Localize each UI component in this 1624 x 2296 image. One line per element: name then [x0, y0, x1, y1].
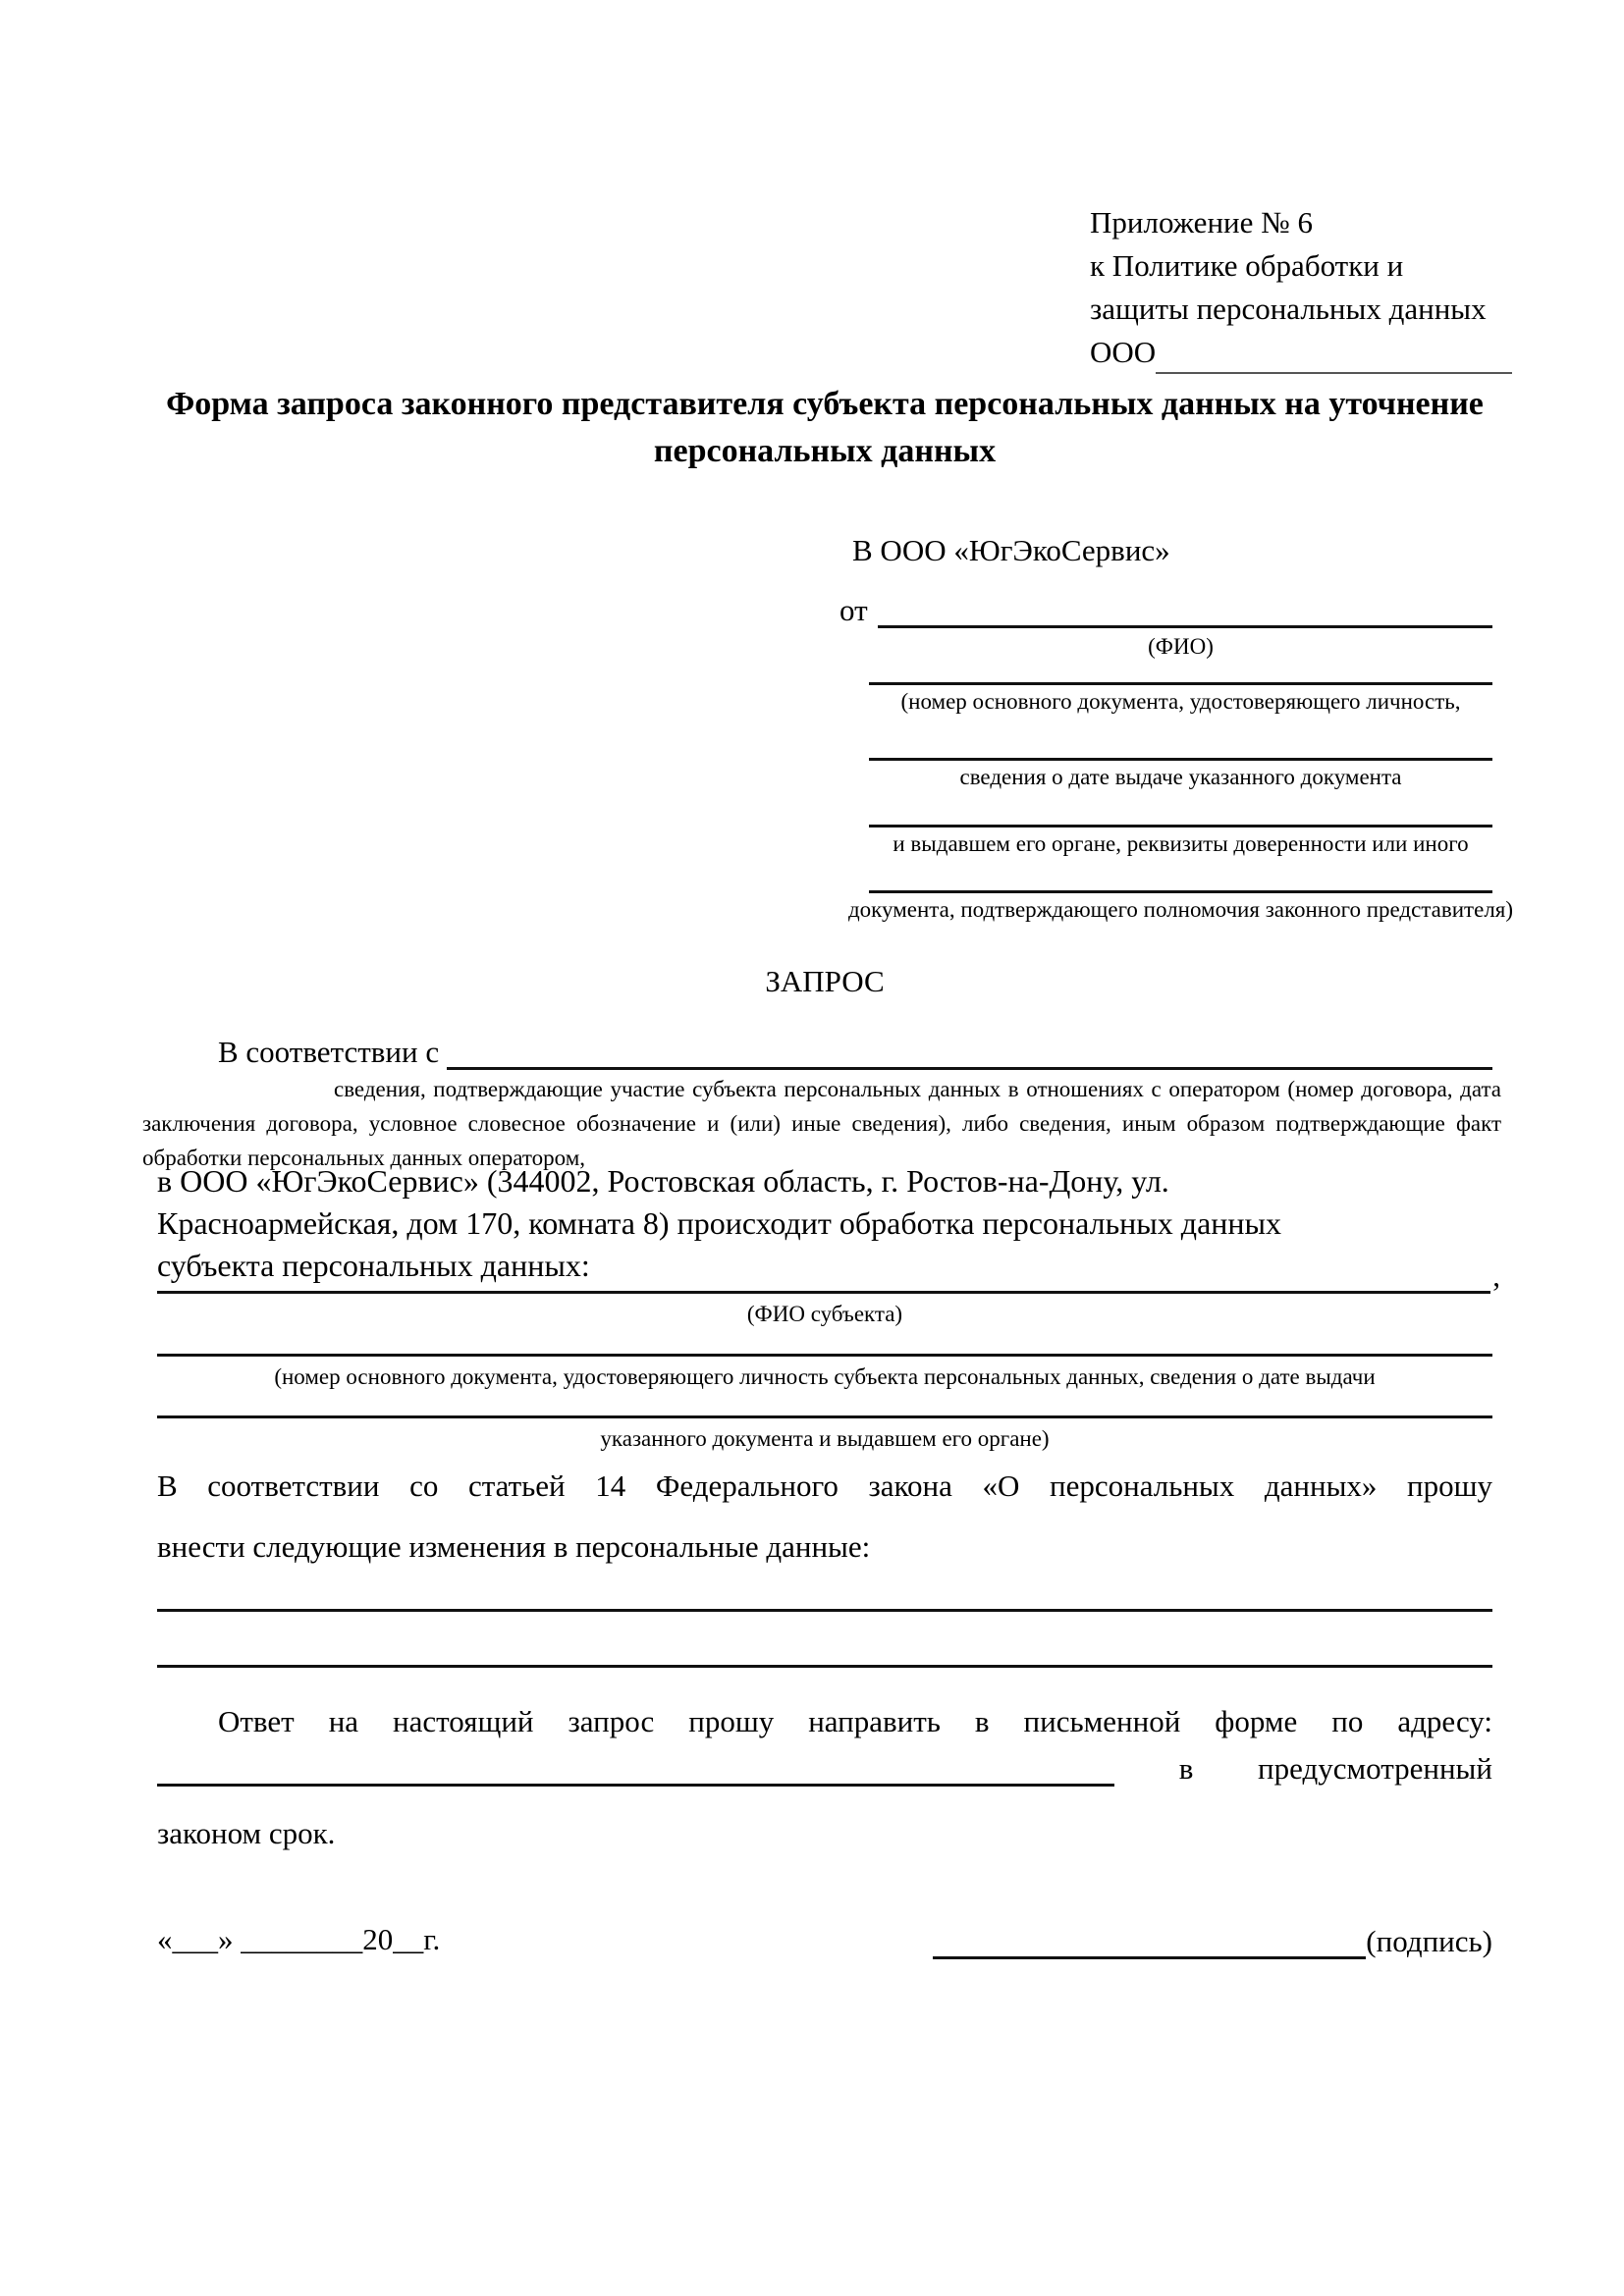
- fill-caption-4: документа, подтверждающего полномочия законного представителя): [847, 897, 1514, 922]
- answer-in-word: в: [1178, 1751, 1194, 1786]
- recipient-organization: В ООО «ЮгЭкоСервис»: [852, 533, 1170, 567]
- fill-group-2: [869, 758, 1492, 790]
- appendix-line-1: Приложение № 6: [1090, 205, 1313, 240]
- fill-caption-1: (номер основного документа, удостоверяющего личность,: [900, 689, 1461, 714]
- request-heading: ЗАПРОС: [765, 964, 885, 998]
- operator-line-1: в ООО «ЮгЭкоСервис» (344002, Ростовская область, г. Ростов-на-Дону, ул.: [157, 1163, 1169, 1199]
- fill-caption-3: и выдавшем его органе, реквизиты доверенности или иного: [893, 831, 1469, 856]
- signature-blank-line: [933, 1924, 1366, 1959]
- subject-fio-row: [157, 1258, 1500, 1294]
- law-line-2: внести следующие изменения в персональные данные:: [157, 1529, 871, 1564]
- law-line-1: В соответствии со статьей 14 Федерального закона «О персональных данных» прошу: [157, 1468, 1492, 1503]
- blank-line: [869, 825, 1492, 828]
- subject-fio-blank-line: [157, 1264, 1490, 1294]
- from-row: [839, 589, 1492, 628]
- from-label: от: [839, 593, 868, 627]
- fill-group-1: [869, 682, 1492, 715]
- answer-last-word: предусмотренный: [1258, 1751, 1492, 1786]
- ooo-blank-line: [1156, 337, 1512, 374]
- subject-doc-caption-bottom: указанного документа и выдавшем его органе): [600, 1426, 1050, 1451]
- answer-address-row: [157, 1753, 1492, 1787]
- operator-line-2: Красноармейская, дом 170, комната 8) происходит обработка персональных данных: [157, 1205, 1282, 1241]
- address-blank-line: [157, 1755, 1114, 1787]
- signature-row: [933, 1922, 1492, 1959]
- footnote-line-3: обработки персональных данных оператором,: [142, 1146, 585, 1170]
- blank-line: [869, 758, 1492, 761]
- intro-label: В соответствии с: [218, 1035, 440, 1069]
- subject-fio-caption: (ФИО субъекта): [746, 1302, 903, 1326]
- fio-caption: (ФИО): [1148, 634, 1214, 659]
- footnote-line-2: заключения договора, условное словесное обозначение и (или) иные сведения), либо сведения, иным образом подтверждающие факт: [142, 1111, 1501, 1136]
- trailing-comma: ,: [1492, 1258, 1500, 1293]
- answer-line-3: законом срок.: [157, 1816, 336, 1850]
- intro-row: [157, 1029, 1492, 1070]
- signature-caption: (подпись): [1366, 1924, 1492, 1958]
- appendix-line-2: к Политике обработки и: [1090, 248, 1404, 283]
- appendix-ooo-label: ООО: [1090, 335, 1157, 369]
- blank-line: [869, 682, 1492, 685]
- blank-line: [157, 1354, 1492, 1357]
- appendix-ooo-row: [1090, 331, 1512, 374]
- date-line: «___» ________20__г.: [157, 1922, 441, 1956]
- footnote-line-1: сведения, подтверждающие участие субъекта персональных данных в отношениях с оператором (номер договора, дата: [334, 1077, 1501, 1101]
- intro-blank-line: [447, 1031, 1492, 1070]
- subject-doc-caption-top: (номер основного документа, удостоверяющего личность субъекта персональных данных, сведения о дате выдачи: [274, 1364, 1376, 1389]
- blank-line: [157, 1609, 1492, 1612]
- from-blank-line: [878, 591, 1492, 628]
- appendix-line-3: защиты персональных данных: [1090, 292, 1487, 326]
- fill-caption-2: сведения о дате выдаче указанного документа: [959, 765, 1402, 789]
- document-title: Форма запроса законного представителя субъекта персональных данных на уточнение персональных данных: [166, 386, 1484, 469]
- blank-line: [869, 890, 1492, 893]
- operator-line-3: субъекта персональных данных:: [157, 1248, 590, 1283]
- blank-line: [157, 1415, 1492, 1418]
- blank-line: [157, 1665, 1492, 1668]
- appendix-block: [1090, 201, 1512, 374]
- fill-group-4: [847, 890, 1514, 923]
- answer-line-1: Ответ на настоящий запрос прошу направить в письменной форме по адресу:: [218, 1704, 1492, 1738]
- fill-group-3: [869, 825, 1492, 857]
